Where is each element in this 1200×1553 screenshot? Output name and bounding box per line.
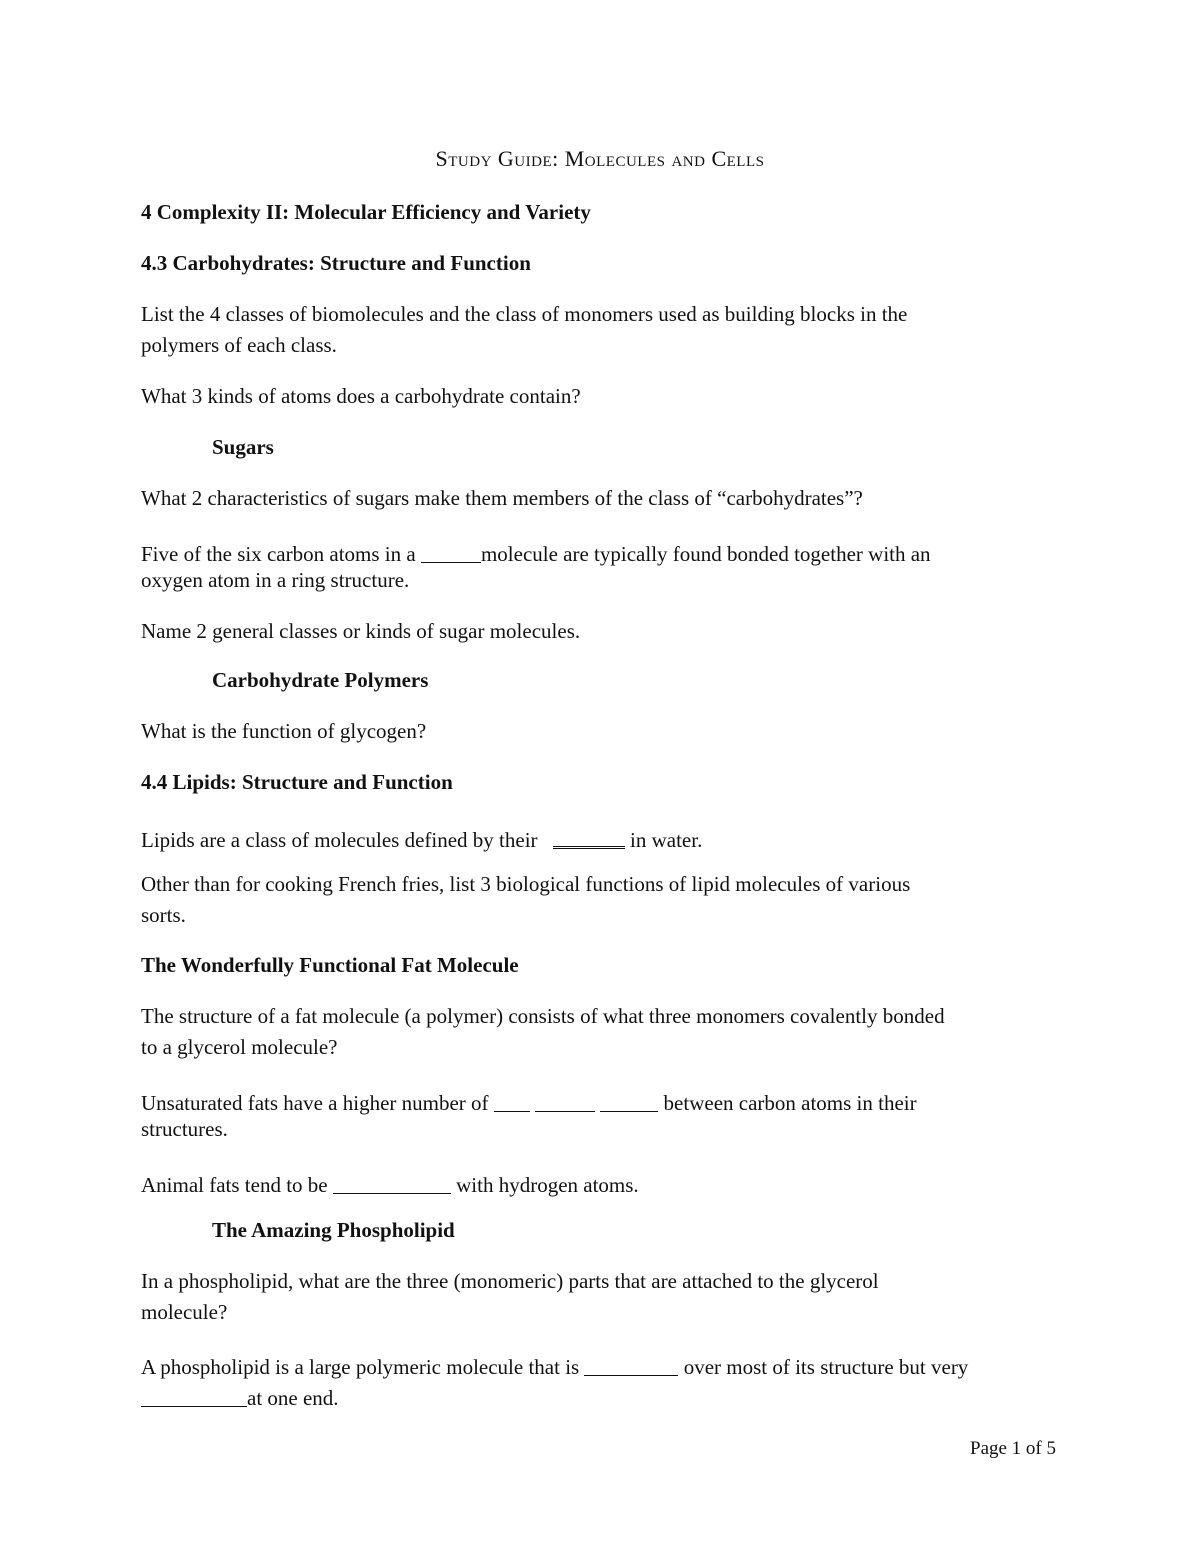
question-sugar-kinds: Name 2 general classes or kinds of sugar molecules. bbox=[141, 619, 581, 643]
question-animal-fats bbox=[141, 1170, 639, 1196]
question-animal-fats-text-b: with hydrogen atoms. bbox=[450, 1173, 639, 1197]
section-heading-4: 4 Complexity II: Molecular Efficiency and Variety bbox=[141, 200, 591, 224]
question-lipid-functions-cont: sorts. bbox=[141, 903, 186, 927]
fill-in-blank[interactable] bbox=[333, 1172, 451, 1194]
subheading-carbohydrate-polymers: Carbohydrate Polymers bbox=[212, 668, 429, 692]
question-unsaturated-fats-text-a: Unsaturated fats have a higher number of bbox=[141, 1091, 494, 1115]
question-lipids-defined-text-a: Lipids are a class of molecules defined by their bbox=[141, 828, 543, 852]
fill-in-blank[interactable] bbox=[584, 1354, 678, 1376]
heading-fat-molecule: The Wonderfully Functional Fat Molecule bbox=[141, 953, 519, 977]
question-unsaturated-fats-cont: structures. bbox=[141, 1117, 228, 1141]
question-phospholipid-polarity-cont bbox=[141, 1383, 339, 1409]
fill-in-blank[interactable] bbox=[141, 1385, 247, 1407]
section-heading-4-4: 4.4 Lipids: Structure and Function bbox=[141, 770, 453, 794]
question-unsaturated-fats-text-b: between carbon atoms in their bbox=[658, 1091, 917, 1115]
subheading-sugars: Sugars bbox=[212, 435, 274, 459]
section-heading-4-3: 4.3 Carbohydrates: Structure and Function bbox=[141, 251, 531, 275]
fill-in-blank[interactable] bbox=[535, 1090, 595, 1112]
question-glycogen: What is the function of glycogen? bbox=[141, 719, 427, 743]
question-phospholipid-polarity-text-c: at one end. bbox=[247, 1386, 339, 1410]
fill-in-blank[interactable] bbox=[421, 541, 481, 563]
question-unsaturated-fats bbox=[141, 1088, 917, 1114]
question-biomolecule-classes: List the 4 classes of biomolecules and the class of monomers used as building blocks in the bbox=[141, 302, 908, 326]
question-ring-structure-cont: oxygen atom in a ring structure. bbox=[141, 568, 410, 592]
page-title bbox=[0, 148, 1200, 170]
question-sugar-characteristics: What 2 characteristics of sugars make them members of the class of “carbohydrates”? bbox=[141, 486, 863, 510]
fill-in-blank[interactable] bbox=[600, 1090, 658, 1112]
question-phospholipid-parts: In a phospholipid, what are the three (monomeric) parts that are attached to the glycerol bbox=[141, 1269, 879, 1293]
question-fat-structure-cont: to a glycerol molecule? bbox=[141, 1035, 338, 1059]
fill-in-blank[interactable] bbox=[494, 1090, 530, 1112]
question-animal-fats-text-a: Animal fats tend to be bbox=[141, 1173, 333, 1197]
question-biomolecule-classes-cont: polymers of each class. bbox=[141, 333, 337, 357]
question-ring-structure bbox=[141, 539, 931, 565]
question-carbohydrate-atoms: What 3 kinds of atoms does a carbohydrate contain? bbox=[141, 384, 581, 408]
subheading-phospholipid: The Amazing Phospholipid bbox=[212, 1218, 455, 1242]
page-title-text: Study Guide: Molecules and Cells bbox=[435, 146, 765, 171]
question-phospholipid-polarity-text-a: A phospholipid is a large polymeric molecule that is bbox=[141, 1355, 585, 1379]
question-ring-structure-text-a: Five of the six carbon atoms in a bbox=[141, 542, 421, 566]
question-lipids-defined-text-b: in water. bbox=[624, 828, 703, 852]
question-fat-structure: The structure of a fat molecule (a polymer) consists of what three monomers covalently bonded bbox=[141, 1004, 945, 1028]
question-phospholipid-polarity bbox=[141, 1352, 968, 1378]
question-lipids-defined bbox=[141, 823, 702, 851]
question-lipid-functions: Other than for cooking French fries, list 3 biological functions of lipid molecules of various bbox=[141, 872, 911, 896]
question-ring-structure-text-b: molecule are typically found bonded together with an bbox=[480, 542, 931, 566]
fill-in-blank[interactable] bbox=[553, 825, 625, 849]
page-number: Page 1 of 5 bbox=[970, 1438, 1057, 1459]
question-phospholipid-polarity-text-b: over most of its structure but very bbox=[678, 1355, 969, 1379]
question-phospholipid-parts-cont: molecule? bbox=[141, 1300, 228, 1324]
